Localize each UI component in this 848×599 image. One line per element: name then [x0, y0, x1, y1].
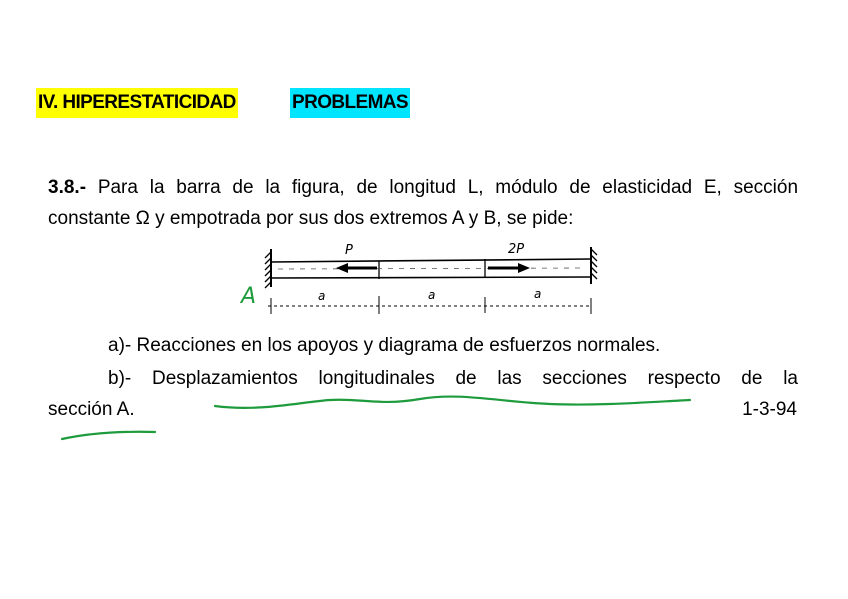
load-left-label: P [345, 243, 353, 258]
item-b-continuation: sección A. [48, 399, 135, 420]
section-heading: IV. HIPERESTATICIDAD [36, 88, 238, 118]
dimension-label-1: a [318, 289, 326, 303]
item-b: b)- Desplazamientos longitudinales de las secciones respecto de la [108, 368, 798, 389]
item-a: a)- Reacciones en los apoyos y diagrama de esfuerzos normales. [108, 335, 661, 356]
handwritten-underline-1 [215, 397, 690, 408]
load-p-arrow-icon [336, 263, 377, 273]
left-support-icon [265, 249, 271, 288]
handwritten-underline-2 [62, 432, 155, 439]
support-a-handwritten-label: A [241, 284, 257, 309]
problems-heading: PROBLEMAS [290, 88, 410, 118]
dimension-label-3: a [534, 287, 542, 301]
problem-intro-text: Para la barra de la figura, de longitud L, módulo de elasticidad E, sección [97, 177, 799, 198]
dimension-label-2: a [428, 288, 436, 302]
load-2p-arrow-icon [488, 263, 530, 273]
right-support-icon [591, 247, 597, 284]
load-right-label: 2P [508, 242, 525, 257]
problem-number: 3.8.- [48, 177, 87, 198]
problem-statement-line2: constante Ω y empotrada por sus dos extremos A y B, se pide: [48, 208, 574, 229]
problem-date: 1-3-94 [742, 399, 797, 420]
bar-body [271, 259, 591, 279]
